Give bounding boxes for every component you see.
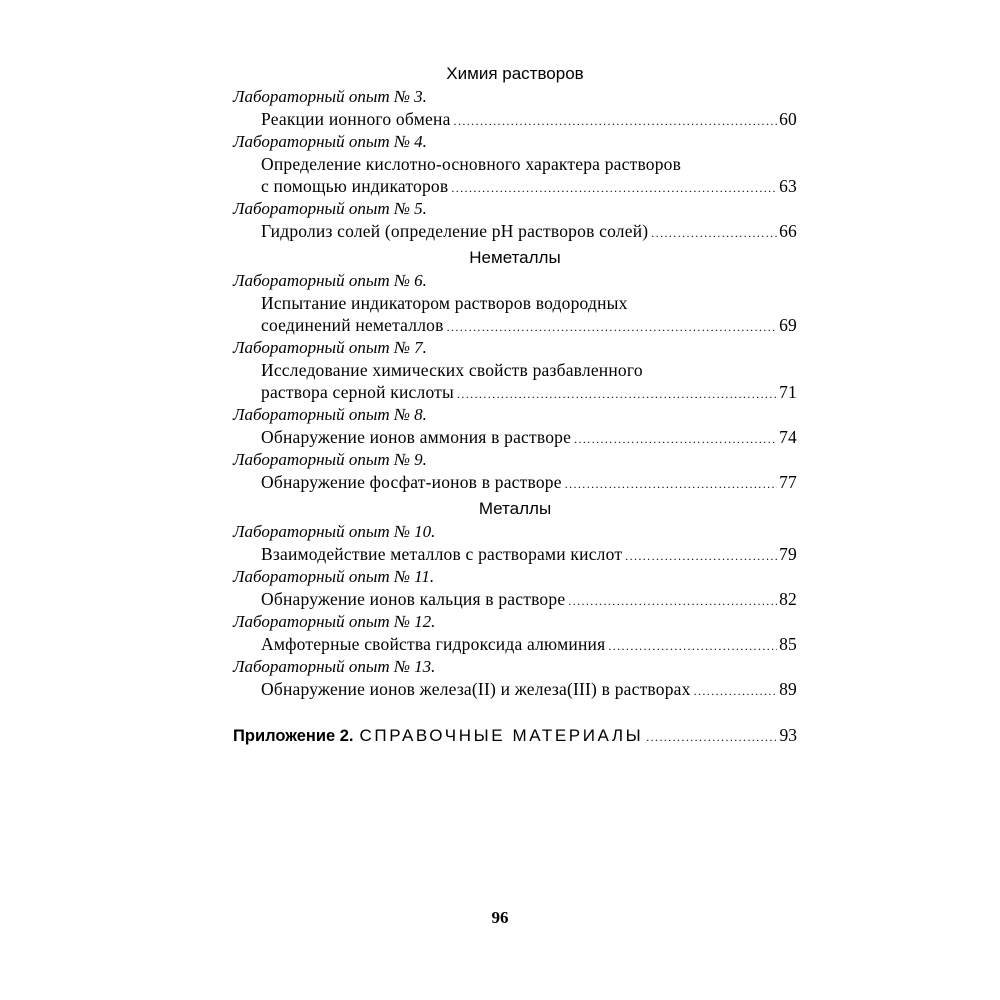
page-number: 85 xyxy=(779,634,797,654)
dot-leader xyxy=(454,110,778,132)
entry-title-line xyxy=(233,471,797,493)
toc-entry xyxy=(233,270,797,336)
entry-label: Лабораторный опыт № 3. xyxy=(233,87,427,106)
entry-title-line xyxy=(233,543,797,565)
entry-title-line xyxy=(233,633,797,655)
dot-leader xyxy=(568,590,777,612)
toc-entry xyxy=(233,86,797,130)
entry-label: Лабораторный опыт № 6. xyxy=(233,271,427,290)
entry-title: Исследование химических свойств разбавленного xyxy=(261,360,643,380)
section-heading: Неметаллы xyxy=(469,248,561,267)
entry-title: Гидролиз солей (определение pH растворов солей) xyxy=(261,221,649,241)
table-of-contents xyxy=(233,62,797,748)
entry-title-line xyxy=(233,426,797,448)
entry-title: Обнаружение ионов аммония в растворе xyxy=(261,427,572,447)
entry-label: Лабораторный опыт № 10. xyxy=(233,522,436,541)
entry-title: с помощью индикаторов xyxy=(261,176,449,196)
dot-leader xyxy=(574,428,777,450)
toc-entry xyxy=(233,656,797,700)
entry-title-line xyxy=(233,381,797,403)
entry-title: Обнаружение ионов кальция в растворе xyxy=(261,589,566,609)
page-number: 82 xyxy=(779,589,797,609)
toc-entry xyxy=(233,337,797,403)
appendix-entry xyxy=(233,722,797,748)
entry-title: Испытание индикатором растворов водородных xyxy=(261,293,628,313)
dot-leader xyxy=(651,222,777,244)
entry-title: Реакции ионного обмена xyxy=(261,109,451,129)
page-number: 74 xyxy=(779,427,797,447)
entry-title: соединений неметаллов xyxy=(261,315,444,335)
dot-leader xyxy=(646,724,777,750)
page-number: 66 xyxy=(779,221,797,241)
entry-title-line xyxy=(233,175,797,197)
entry-label: Лабораторный опыт № 5. xyxy=(233,199,427,218)
entry-title-line xyxy=(233,220,797,242)
toc-entry xyxy=(233,131,797,197)
toc-entry xyxy=(233,611,797,655)
page-number: 69 xyxy=(779,315,797,335)
entry-title-line xyxy=(233,108,797,130)
entry-label: Лабораторный опыт № 7. xyxy=(233,338,427,357)
section-heading: Химия растворов xyxy=(446,64,584,83)
page-number: 60 xyxy=(779,109,797,129)
toc-entry xyxy=(233,566,797,610)
entry-title: раствора серной кислоты xyxy=(261,382,454,402)
dot-leader xyxy=(625,545,777,567)
dot-leader xyxy=(694,680,777,702)
appendix-label: Приложение 2. xyxy=(233,727,354,745)
page-number: 71 xyxy=(779,382,797,402)
dot-leader xyxy=(457,383,777,405)
entry-label: Лабораторный опыт № 11. xyxy=(233,567,435,586)
dot-leader xyxy=(447,316,778,338)
toc-entry xyxy=(233,449,797,493)
entry-title: Обнаружение ионов железа(II) и железа(III) в растворах xyxy=(261,679,691,699)
page-number: 89 xyxy=(779,679,797,699)
section-heading: Металлы xyxy=(478,499,552,518)
entry-title-line xyxy=(233,314,797,336)
entry-label: Лабораторный опыт № 9. xyxy=(233,450,427,469)
page-folio: 96 xyxy=(491,908,509,927)
toc-entry xyxy=(233,404,797,448)
dot-leader xyxy=(565,473,777,495)
page-number: 77 xyxy=(779,472,797,492)
entry-title: Обнаружение фосфат-ионов в растворе xyxy=(261,472,562,492)
dot-leader xyxy=(451,177,777,199)
page-number: 63 xyxy=(779,176,797,196)
entry-title: Амфотерные свойства гидроксида алюминия xyxy=(261,634,606,654)
entry-label: Лабораторный опыт № 8. xyxy=(233,405,427,424)
entry-label: Лабораторный опыт № 4. xyxy=(233,132,427,151)
entry-title: Взаимодействие металлов с растворами кислот xyxy=(261,544,623,564)
page-number: 79 xyxy=(779,544,797,564)
entry-label: Лабораторный опыт № 12. xyxy=(233,612,436,631)
entry-title-line xyxy=(233,678,797,700)
entry-title: Определение кислотно-основного характера растворов xyxy=(261,154,682,174)
page-number: 93 xyxy=(779,725,797,745)
toc-entry xyxy=(233,198,797,242)
entry-label: Лабораторный опыт № 13. xyxy=(233,657,436,676)
appendix-title: СПРАВОЧНЫЕ МАТЕРИАЛЫ xyxy=(359,726,644,745)
dot-leader xyxy=(608,635,777,657)
toc-entry xyxy=(233,521,797,565)
entry-title-line xyxy=(233,588,797,610)
